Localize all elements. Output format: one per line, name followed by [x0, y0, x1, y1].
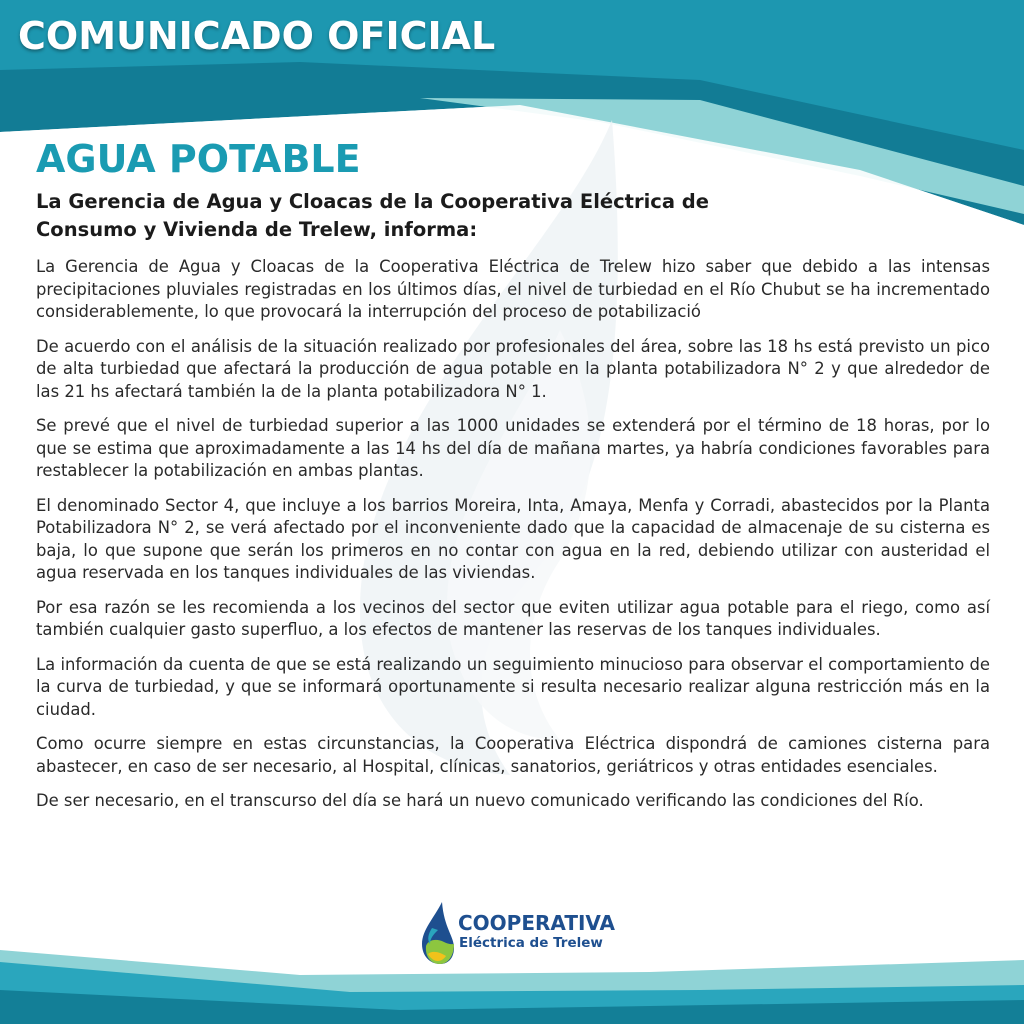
paragraph-list	[36, 256, 990, 813]
drop-logo-icon	[418, 900, 456, 966]
logo-line1: COOPERATIVA	[458, 911, 616, 935]
header-title: COMUNICADO OFICIAL	[18, 14, 496, 58]
paragraph: La Gerencia de Agua y Cloacas de la Cooperativa Eléctrica de Trelew hizo saber que debido a las intensas precipitaciones pluviales registradas en los últimos días, el nivel de turbiedad en el Río Chubut se ha incrementado considerablemente, lo que provocará la interrupción del proceso de potabilizació	[36, 257, 990, 321]
cooperativa-logo	[418, 900, 618, 966]
paragraph: De ser necesario, en el transcurso del día se hará un nuevo comunicado verificando las condiciones del Río.	[36, 791, 924, 810]
document-subtitle: La Gerencia de Agua y Cloacas de la Cooperativa Eléctrica de Consumo y Vivienda de Trelew, informa:	[36, 190, 709, 241]
paragraph: De acuerdo con el análisis de la situación realizado por profesionales del área, sobre las 18 hs está previsto un pico de alta turbiedad que afectará la producción de agua potable en la planta potabilizadora N° 2 y que alrededor de las 21 hs afectará también la de la planta potabilizadora N° 1.	[36, 336, 990, 401]
document-title: AGUA POTABLE	[36, 137, 361, 181]
paragraph: El denominado Sector 4, que incluye a los barrios Moreira, Inta, Amaya, Menfa y Corradi, abastecidos por la Planta Potabilizadora N° 2, se verá afectado por el inconveniente dado que la capacidad de almacenaje de su cisterna es baja, lo que supone que serán los primeros en no contar con agua en la red, debiendo utilizar con austeridad el agua reservada en los tanques individuales de las viviendas.	[36, 495, 990, 582]
paragraph: La información da cuenta de que se está realizando un seguimiento minucioso para observar el comportamiento de la curva de turbiedad, y que se informará oportunamente si resulta necesario realizar alguna restricción más en la ciudad.	[36, 654, 990, 719]
document-body	[36, 136, 990, 825]
paragraph: Por esa razón se les recomienda a los vecinos del sector que eviten utilizar agua potable para el riego, como así también cualquier gasto superfluo, a los efectos de mantener las reservas de los tanques individuales.	[36, 597, 990, 639]
logo-line2: Eléctrica de Trelew	[459, 935, 603, 951]
paragraph: Como ocurre siempre en estas circunstancias, la Cooperativa Eléctrica dispondrá de camiones cisterna para abastecer, en caso de ser necesario, al Hospital, clínicas, sanatorios, geriátricos y otras entidades esenciales.	[36, 734, 990, 776]
paragraph: Se prevé que el nivel de turbiedad superior a las 1000 unidades se extenderá por el término de 18 horas, por lo que se estima que aproximadamente a las 14 hs del día de mañana martes, ya habría condiciones favorables para restablecer la potabilización en ambas plantas.	[36, 416, 990, 480]
